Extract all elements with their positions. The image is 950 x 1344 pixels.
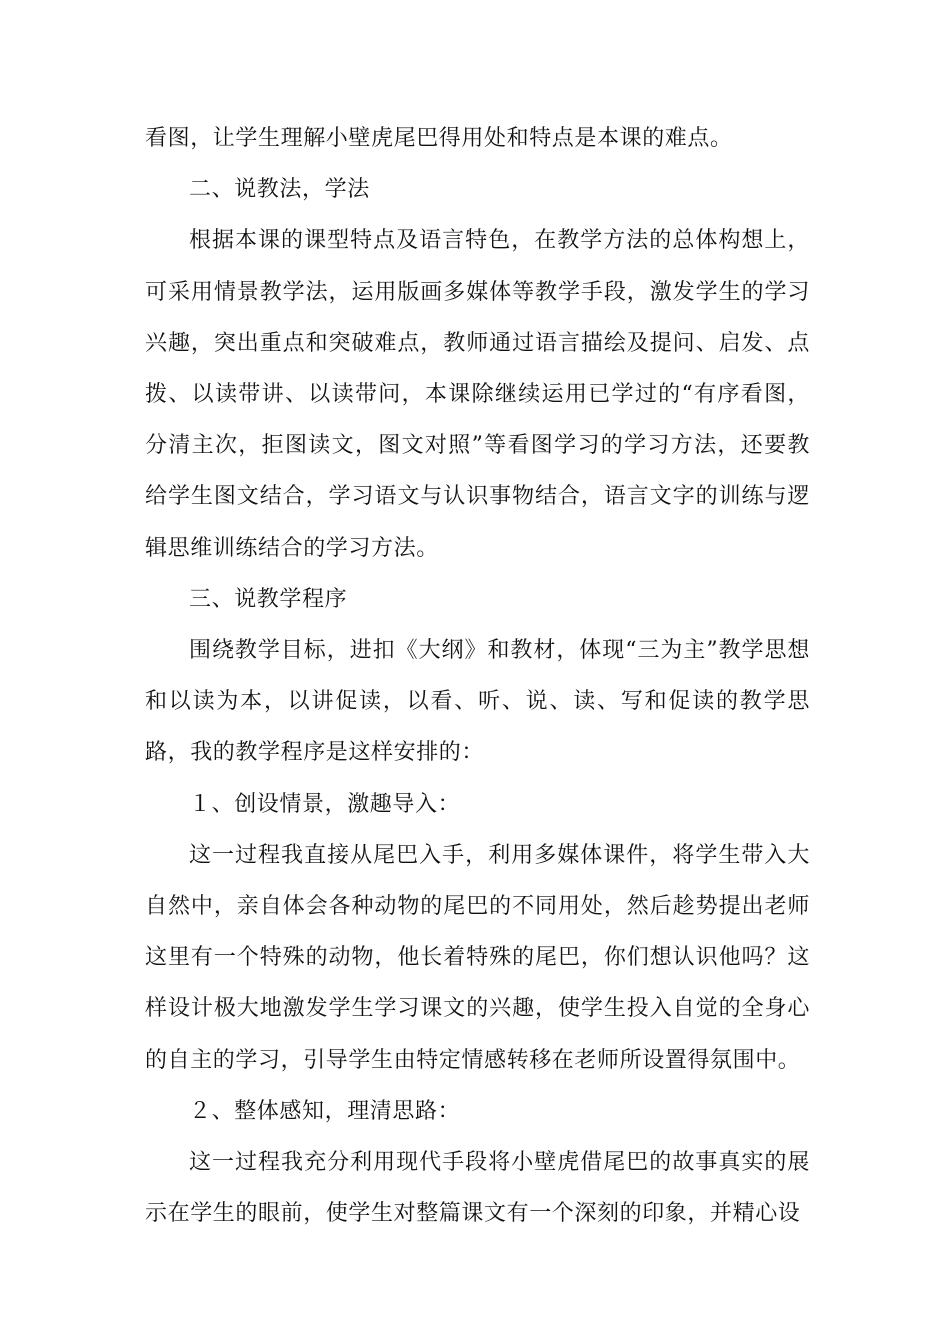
paragraph-step-1: 这一过程我直接从尾巴入手，利用多媒体课件，将学生带入大自然中，亲自体会各种动物的尾巴的不同用处，然后趁势提出老师这里有一个特殊的动物，他长着特殊的尾巴，你们想认识他吗？这样设计极大地激发学生学习课文的兴趣，使学生投入自觉的全身心的自主的学习，引导学生由特定情感转移在老师所设置得氛围中。: [145, 842, 810, 1073]
step-heading-2: ２、整体感知，理清思路：: [189, 1098, 461, 1124]
step-heading-1: １、创设情景，激趣导入：: [189, 791, 461, 817]
section-heading-teaching-methods: 二、说教法，学法: [189, 177, 370, 203]
paragraph-procedure-intro: 围绕教学目标，进扣《大纲》和教材，体现“三为主”教学思想和以读为本，以讲促读，以看、听、说、读、写和促读的教学思路，我的教学程序是这样安排的：: [145, 638, 810, 766]
paragraph-continuation: 看图，让学生理解小壁虎尾巴得用处和特点是本课的难点。: [145, 126, 733, 151]
paragraph-teaching-methods: 根据本课的课型特点及语言特色，在教学方法的总体构想上，可采用情景教学法，运用版画多媒体等教学手段，激发学生的学习兴趣，突出重点和突破难点，教师通过语言描绘及提问、启发、点拨、以读带讲、以读带问，本课除继续运用已学过的“有序看图，分清主次，拒图读文，图文对照”等看图学习的学习方法，还要教给学生图文结合，学习语文与认识事物结合，语言文字的训练与逻辑思维训练结合的学习方法。: [145, 228, 810, 561]
paragraph-step-2: 这一过程我充分利用现代手段将小壁虎借尾巴的故事真实的展示在学生的眼前，使学生对整篇课文有一个深刻的印象，并精心设: [145, 1150, 810, 1227]
section-heading-teaching-procedure: 三、说教学程序: [189, 586, 348, 612]
document-body: [145, 113, 810, 1239]
